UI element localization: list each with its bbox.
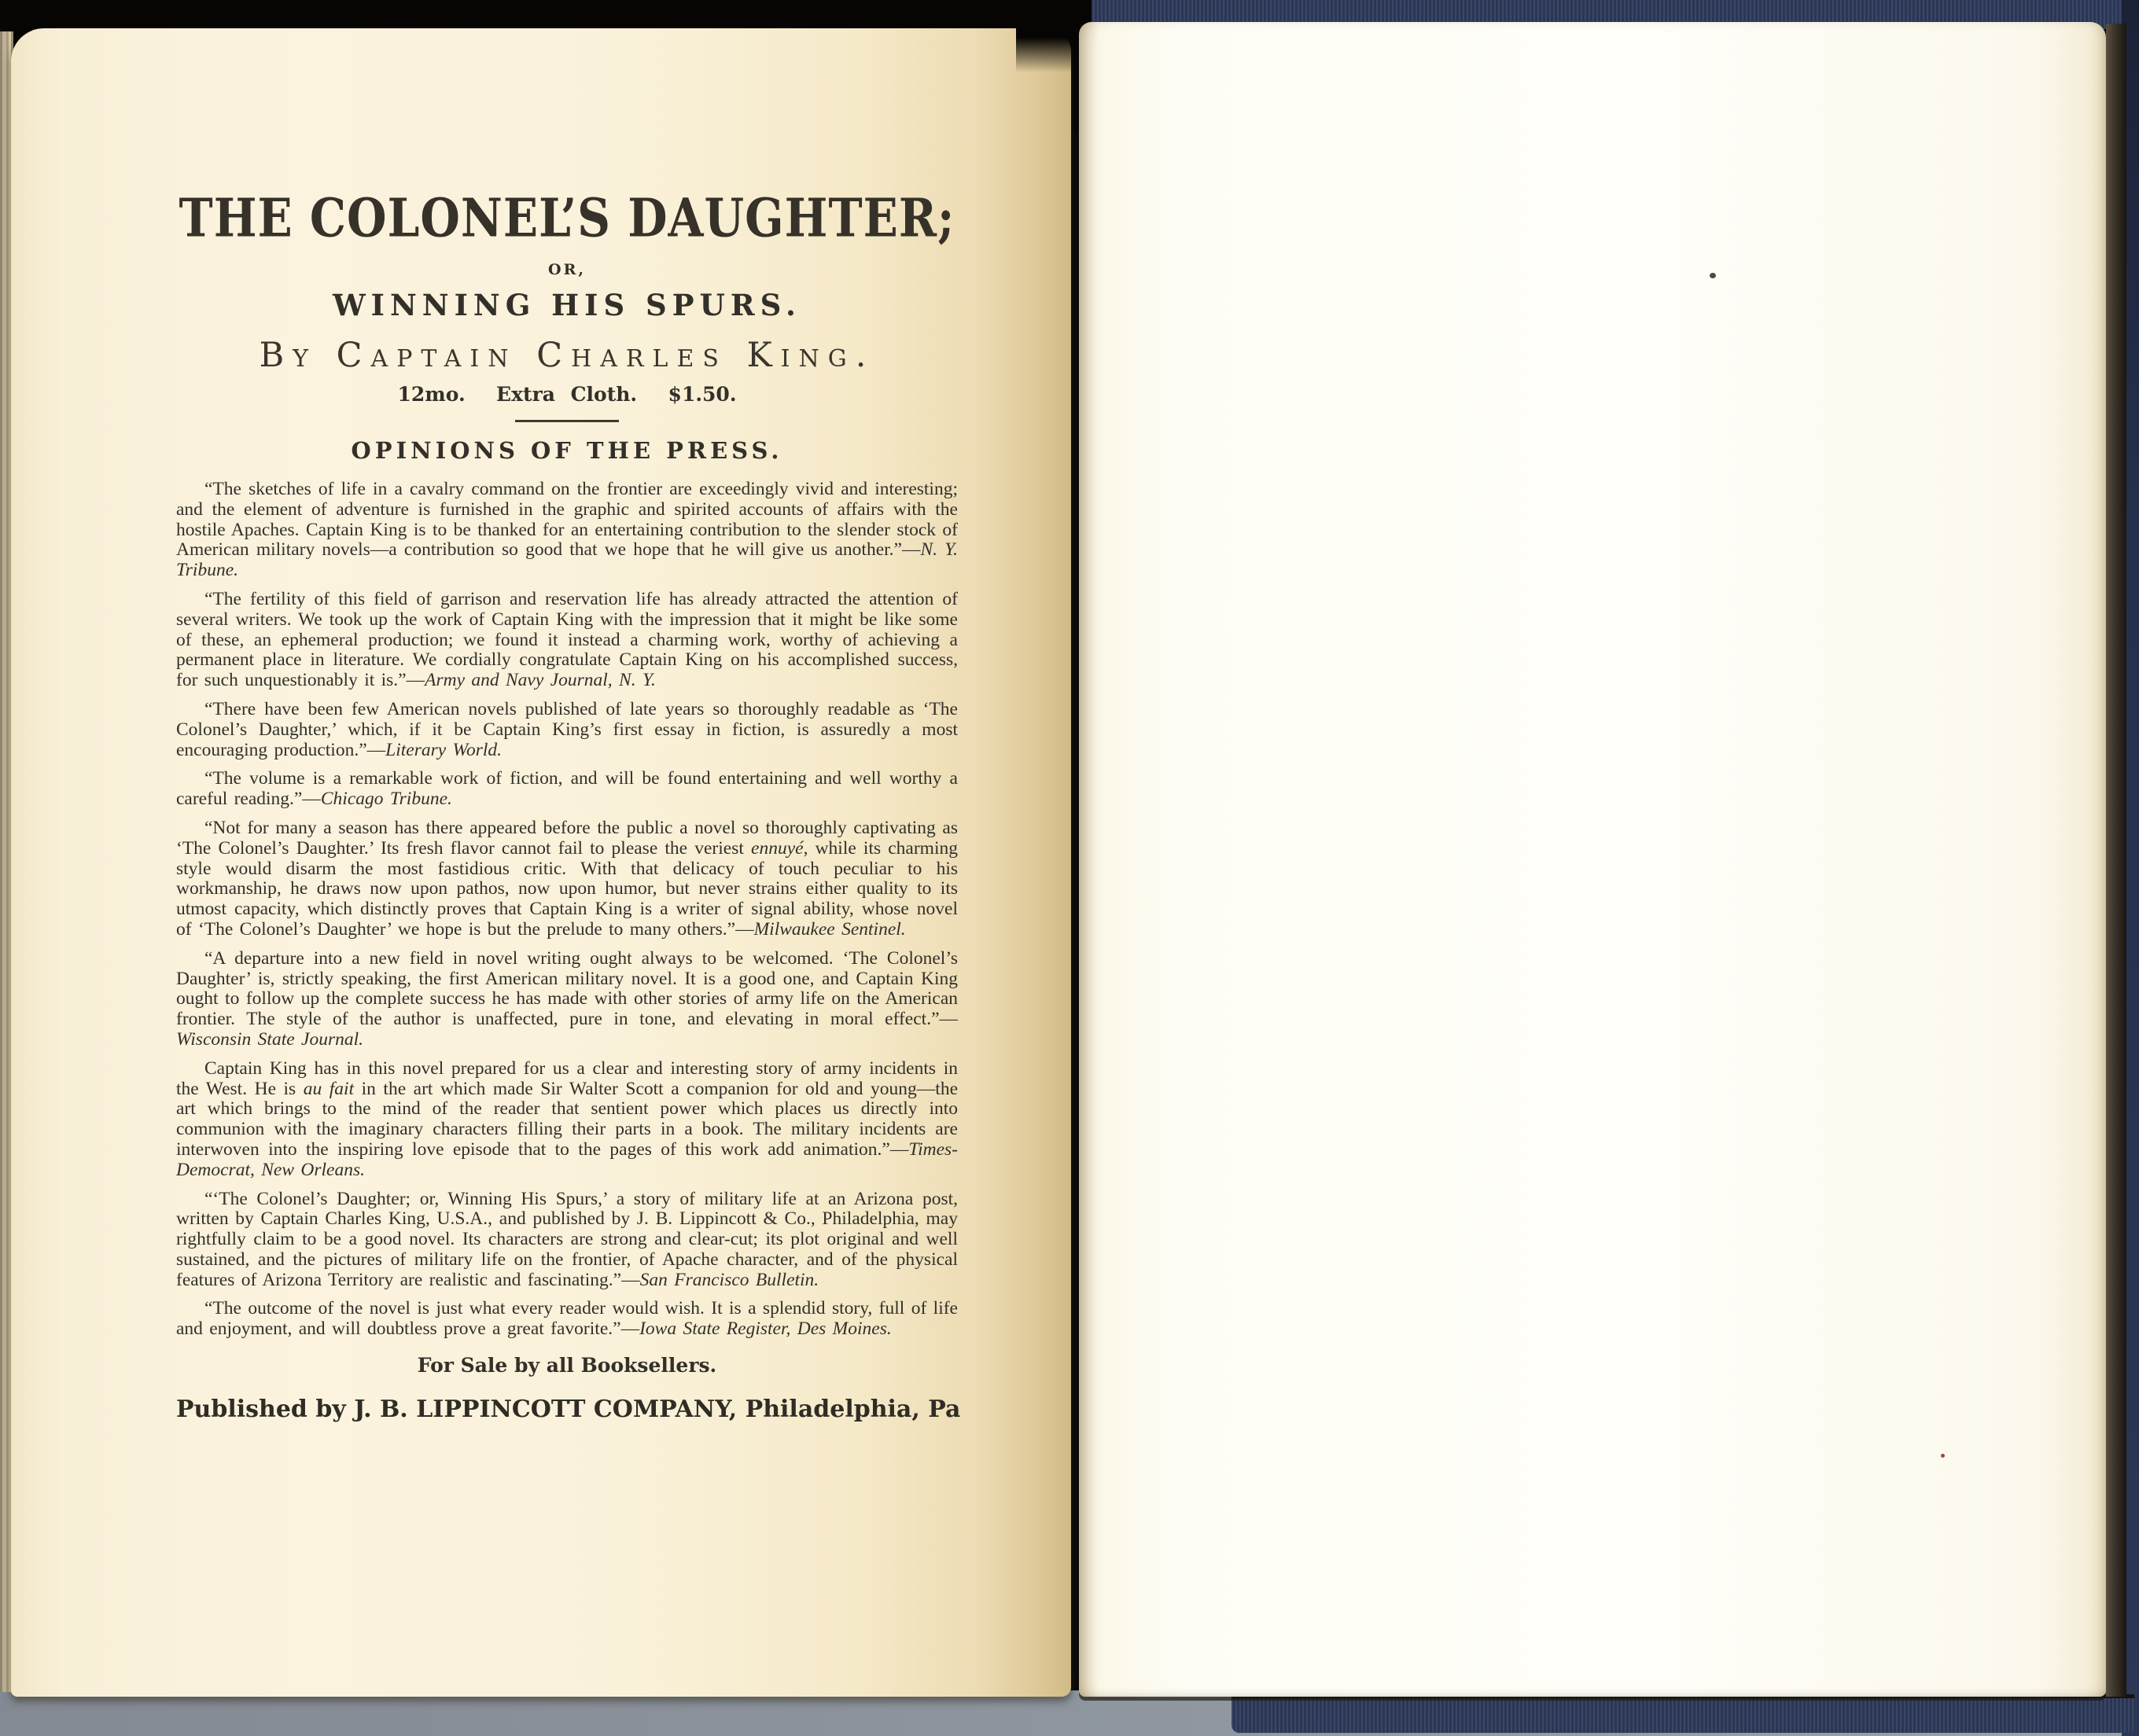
review-source: Army and Navy Journal, N. Y.	[425, 670, 656, 691]
review-quote-text: in the art which made Sir Walter Scott a companion for old and young—the art which brings to the mind of the reader that sentient power which places us directly into communion with the imaginary characters filling their parts in a book. The military incidents are interwoven into the inspiring love episode that to the pages of this work add animation.”	[176, 1078, 958, 1160]
review-quote-text: “There have been few American novels published of late years so thoroughly readable as ‘The Colonel’s Daughter,’ which, if it be Captain King’s first essay in fiction, is assuredly a most encouraging production.”	[176, 698, 958, 760]
review-quote-text: “The fertility of this field of garrison and reservation life has already attracted the attention of several writers. We took up the work of Captain King with the impression that it might be like some of these, an ephemeral production; we found it instead a charming work, worthy of achieving a permanent place in literature. We cordially congratulate Captain King on his accomplished success, for such unquestionably it is.”	[176, 588, 958, 691]
review-quote-text: au fait	[303, 1078, 355, 1099]
book-subtitle: WINNING HIS SPURS.	[333, 288, 801, 322]
attribution-dash: —	[889, 1138, 909, 1160]
review-quote-text: “‘The Colonel’s Daughter; or, Winning His Spurs,’ a story of military life at an Arizona post, written by Captain Charles King, U.S.A., and published by J. B. Lippincott & Co., Philadelphia, may rightfully claim to be a good novel. Its characters are strong and clear-cut; its plot original and well sustained, and the pictures of military life on the frontier, of Apache character, and of the physical features of Arizona Territory are realistic and fascinating.”	[176, 1188, 958, 1290]
right-page-edge-shadow	[2106, 24, 2126, 1697]
review-paragraph	[176, 590, 958, 691]
attribution-dash: —	[735, 918, 754, 940]
review-paragraph	[176, 949, 958, 1050]
stain-speck	[1941, 1454, 1945, 1458]
review-quote-text: “A departure into a new field in novel writing ought always to be welcomed. ‘The Colonel’s Daughter’ is, strictly speaking, the first American military novel. It is a good one, and Captain King ought to follow up the complete success he has made with other stories of army life on the American frontier. The style of the author is unaffected, pure in tone, and elevating in moral effect.”	[176, 947, 958, 1030]
review-source: Iowa State Register, Des Moines.	[639, 1319, 892, 1340]
review-paragraph	[176, 1190, 958, 1291]
review-quote-text: , while its charming style would disarm the most fastidious critic. With that delicacy of touch peculiar to his workmanship, he draws now upon pathos, now upon humor, but never strains either quality to its utmost capacity, which distinctly proves that Captain King is a writer of signal ability, whose novel of ‘The Colonel’s Daughter’ we hope is but the prelude to many others.”	[176, 837, 958, 940]
book-title: THE COLONEL’S DAUGHTER;	[179, 187, 955, 249]
ink-speck	[1710, 273, 1716, 278]
review-paragraph	[176, 700, 958, 760]
attribution-dash: —	[901, 539, 921, 561]
attribution-dash: —	[621, 1269, 640, 1290]
review-paragraph	[176, 769, 958, 810]
review-source: Milwaukee Sentinel.	[753, 918, 906, 940]
advertisement-content	[176, 187, 961, 1424]
review-source: San Francisco Bulletin.	[639, 1269, 819, 1290]
format-price-line: 12mo. Extra Cloth. $1.50.	[397, 383, 737, 406]
section-heading: OPINIONS OF THE PRESS.	[351, 437, 783, 464]
publisher-line: Published by J. B. LIPPINCOTT COMPANY, Philadelphia, Pa	[176, 1396, 961, 1424]
left-page	[11, 28, 1071, 1697]
review-source: N. Y. Tribune.	[176, 539, 959, 581]
cover-cloth-bottom	[1231, 1694, 2134, 1733]
attribution-dash: —	[366, 739, 386, 760]
review-paragraph	[176, 818, 958, 940]
review-source: Literary World.	[385, 739, 503, 760]
author-byline: By Captain Charles King.	[259, 336, 875, 375]
review-quote-text: “The sketches of life in a cavalry command on the frontier are exceedingly vivid and interesting; and the element of adventure is furnished in the graphic and spirited accounts of affairs with the hostile Apaches. Captain King is to be thanked for an entertaining contribution to the slender stock of American military novels—a contribution so good that we hope that he will give us another.”	[176, 479, 958, 561]
review-paragraph	[176, 480, 958, 581]
review-paragraph	[176, 1299, 958, 1340]
reviews-list	[176, 480, 958, 1340]
right-blank-page	[1079, 22, 2106, 1697]
divider-rule	[515, 420, 619, 422]
attribution-dash: —	[939, 1009, 958, 1030]
for-sale-line: For Sale by all Booksellers.	[417, 1354, 717, 1377]
attribution-dash: —	[302, 789, 321, 810]
review-quote-text: ennuyé	[751, 837, 804, 859]
review-paragraph	[176, 1059, 958, 1181]
review-quote-text: “The outcome of the novel is just what every reader would wish. It is a splendid story, full of life and enjoyment, and will doubtless prove a great favorite.”	[176, 1298, 958, 1340]
review-source: Chicago Tribune.	[320, 789, 452, 810]
or-label: OR,	[548, 261, 586, 278]
review-source: Times-Democrat, New Orleans.	[176, 1138, 958, 1180]
attribution-dash: —	[406, 670, 425, 691]
attribution-dash: —	[620, 1319, 640, 1340]
review-quote-text: Captain King has in this novel prepared for us a clear and interesting story of army incidents in the West. He is	[176, 1057, 958, 1099]
review-source: Wisconsin State Journal.	[176, 1028, 364, 1050]
review-quote-text: “Not for many a season has there appeared before the public a novel so thoroughly captivating as ‘The Colonel’s Daughter.’ Its fresh flavor cannot fail to please the veriest	[176, 817, 958, 859]
review-quote-text: “The volume is a remarkable work of fiction, and will be found entertaining and well worthy a careful reading.”	[176, 768, 958, 810]
